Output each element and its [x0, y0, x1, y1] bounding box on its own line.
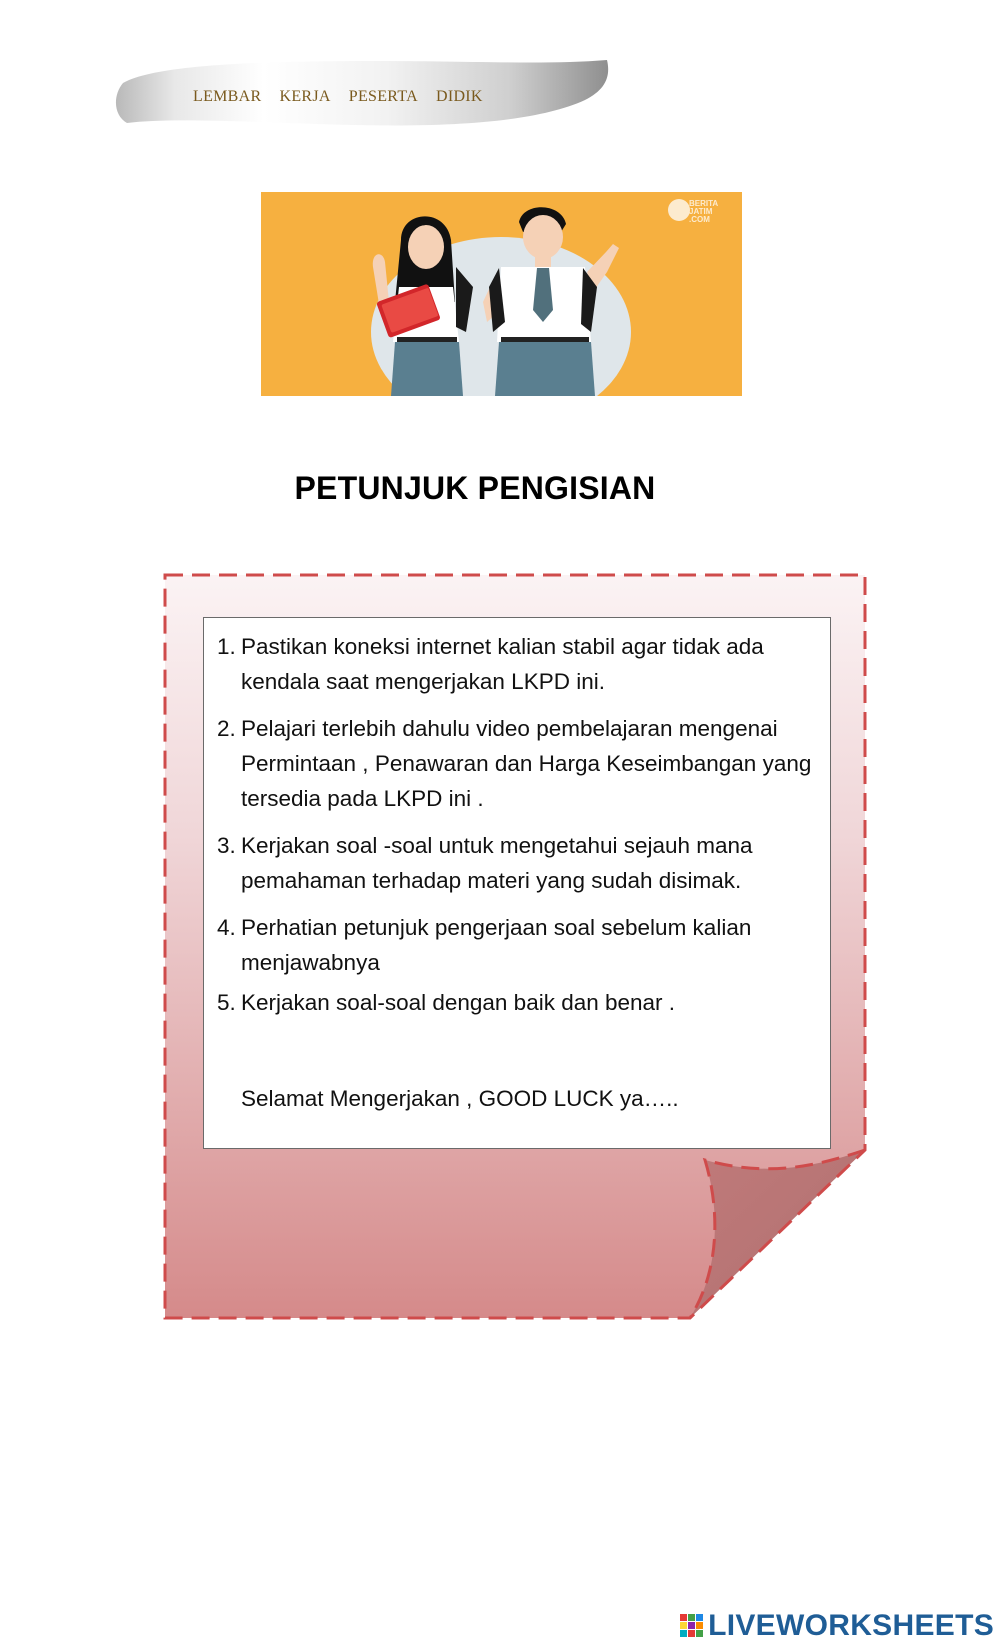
header-ribbon — [115, 55, 615, 130]
students-illustration — [261, 192, 742, 396]
instruction-item — [217, 711, 817, 816]
instruction-number: 3. — [217, 833, 236, 858]
header-word-3: PESERTA — [348, 88, 418, 105]
instruction-number: 2. — [217, 716, 236, 741]
header-title — [193, 88, 483, 106]
instruction-item — [217, 985, 817, 1020]
instruction-number: 1. — [217, 634, 236, 659]
svg-text:.COM: .COM — [689, 215, 710, 224]
instruction-item — [217, 910, 817, 980]
instruction-text: Kerjakan soal -soal untuk mengetahui sejauh mana pemahaman terhadap materi yang sudah disimak. — [241, 833, 753, 893]
instruction-number: 5. — [217, 990, 236, 1015]
liveworksheets-brand — [679, 1609, 994, 1643]
header-word-1: LEMBAR — [193, 88, 262, 105]
instruction-text: Pelajari terlebih dahulu video pembelajaran mengenai Permintaan , Penawaran dan Harga Keseimbangan yang tersedia pada LKPD ini . — [241, 716, 812, 811]
header-word-2: KERJA — [279, 88, 331, 105]
instruction-number: 4. — [217, 915, 236, 940]
instruction-text: Pastikan koneksi internet kalian stabil agar tidak ada kendala saat mengerjakan LKPD ini. — [241, 634, 764, 694]
page-title: PETUNJUK PENGISIAN — [294, 470, 656, 506]
liveworksheets-logo-icon — [679, 1613, 705, 1639]
instruction-text: Kerjakan soal-soal dengan baik dan benar . — [241, 990, 676, 1015]
instruction-box — [203, 617, 831, 1149]
instruction-item — [217, 828, 817, 898]
watermark-logo — [668, 199, 718, 224]
header-word-4: DIDIK — [435, 88, 483, 105]
svg-text:JATIM: JATIM — [689, 207, 713, 216]
instruction-item — [217, 629, 817, 699]
closing-message: Selamat Mengerjakan , GOOD LUCK ya….. — [241, 1086, 679, 1111]
svg-text:BERITA: BERITA — [689, 199, 719, 208]
hero-illustration — [261, 192, 742, 396]
brand-name: LIVEWORKSHEETS — [708, 1609, 994, 1642]
instruction-text: Perhatian petunjuk pengerjaan soal sebelum kalian menjawabnya — [241, 915, 752, 975]
